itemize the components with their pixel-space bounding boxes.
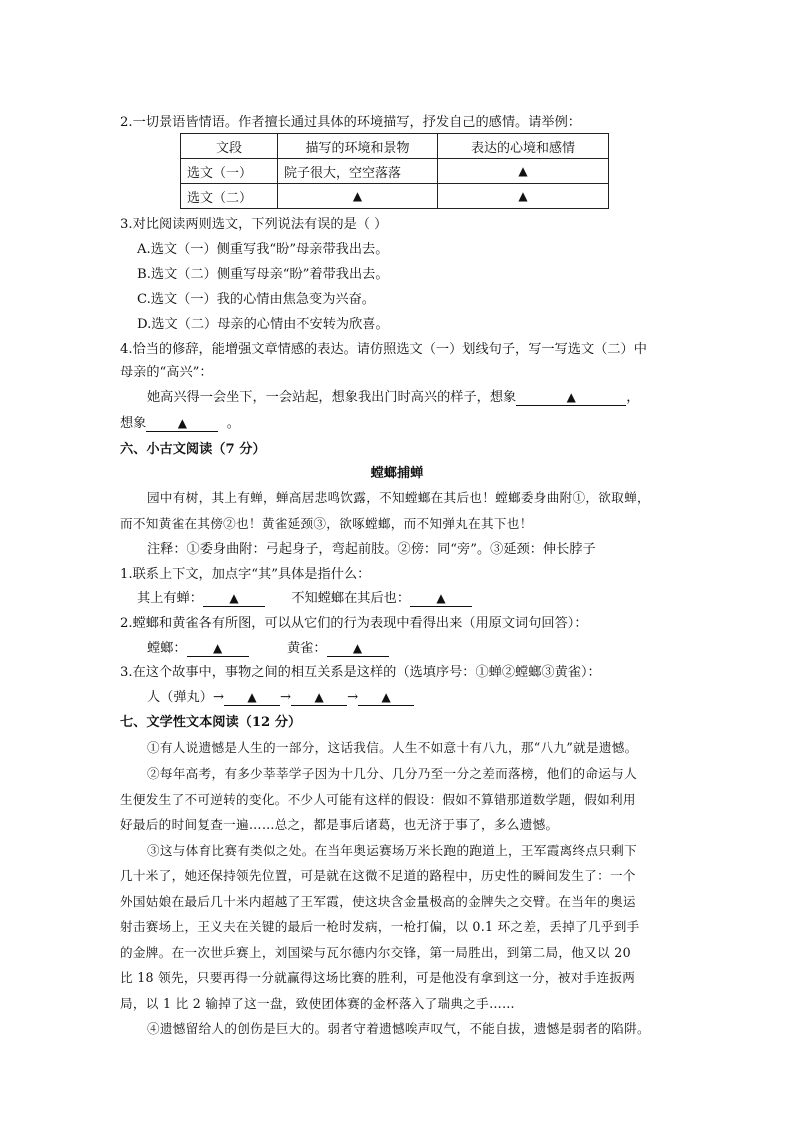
section6-heading: 六、小古文阅读（7 分）	[120, 442, 266, 457]
answer-blank[interactable]: ▲	[327, 641, 389, 657]
answer-blank[interactable]: ▲	[358, 690, 414, 706]
paragraph-line: 生便发生了不可逆转的变化。不少人可能有这样的假设：假如不算错那道数学题，假如利用	[120, 792, 636, 807]
answer-blank[interactable]: ▲	[438, 159, 609, 184]
paragraph-line: 外国姑娘在最后几十米内超越了王军霞，使这块含金量极高的金牌失之交臂。在当年的奥运	[120, 894, 636, 909]
option-b[interactable]: B.选文（二）侧重写母亲“盼”着带我出去。	[137, 267, 389, 282]
q4-comma: ，	[626, 390, 640, 405]
answer-blank[interactable]: ▲	[278, 184, 438, 209]
option-d[interactable]: D.选文（二）母亲的心情由不安转为欣喜。	[137, 317, 389, 332]
s6-q2-answers	[147, 639, 389, 659]
paragraph-line: 射击赛场上，王义夫在关键的最后一枪时发病，一枪打偏，以 0.1 环之差，丢掉了几乎到手	[120, 919, 640, 934]
s6-q2-prompt: 2.螳螂和黄雀各有所图，可以从它们的行为表现中看得出来（用原文词句回答）：	[120, 616, 588, 631]
q2-table	[180, 133, 609, 209]
table-header: 描写的环境和景物	[278, 134, 438, 159]
q2-prompt: 2.一切景语皆情语。作者擅长通过具体的环境描写，抒发自己的感情。请举例：	[120, 115, 581, 130]
answer-blank[interactable]: ▲	[187, 641, 249, 657]
q4-period: 。	[226, 416, 240, 431]
answer-blank[interactable]: ▲	[224, 690, 280, 706]
q4-sentence: 她高兴得一会坐下，一会站起，想象我出门时高兴的样子，想象	[147, 390, 517, 405]
notes: 注释：①委身曲附：弓起身子，弯起前肢。②傍：同“旁”。③延颈：伸长脖子	[147, 542, 596, 557]
table-cell: 选文（二）	[181, 184, 278, 209]
s6-q1-a-label: 其上有蝉：	[137, 591, 203, 606]
q4-sentence-2: 想象	[120, 416, 147, 431]
answer-blank[interactable]: ▲	[203, 591, 265, 607]
q4-sentence-line	[147, 388, 639, 408]
answer-blank[interactable]: ▲	[516, 390, 626, 406]
s6-q2-a-label: 螳螂：	[147, 641, 187, 656]
s6-q1-b-label: 不知螳螂在其后也：	[291, 591, 411, 606]
answer-blank[interactable]: ▲	[438, 184, 609, 209]
s6-q3-start: 人（弹丸）	[147, 690, 213, 705]
q4-prompt-line1: 4.恰当的修辞，能增强文章情感的表达。请仿照选文（一）划线句子，写一写选文（二）中	[120, 342, 647, 357]
arrow-icon: →	[212, 690, 224, 705]
section6-title: 螳螂捕蝉	[370, 466, 424, 481]
arrow-icon: →	[347, 690, 359, 705]
q4-sentence-line2	[120, 414, 240, 434]
option-a[interactable]: A.选文（一）侧重写我“盼”母亲带我出去。	[137, 242, 389, 257]
section7-heading: 七、文学性文本阅读（12 分）	[120, 715, 302, 730]
passage-line: 园中有树，其上有蝉，蝉高居悲鸣饮露，不知螳螂在其后也！螳螂委身曲附①，欲取蝉，	[147, 490, 650, 505]
paragraph-line: ①有人说遗憾是人生的一部分，这话我信。人生不如意十有八九，那“八九”就是遗憾。	[147, 740, 638, 755]
answer-blank[interactable]: ▲	[146, 416, 218, 432]
paragraph-line: 的金牌。在一次世乒赛上，刘国梁与瓦尔德内尔交锋，第一局胜出，到第二局，他又以 20	[120, 945, 631, 960]
paragraph-line: ②每年高考，有多少莘莘学子因为十几分、几分乃至一分之差而落榜，他们的命运与人	[147, 766, 637, 781]
paragraph-line: 局，以 1 比 2 输掉了这一盘，致使团体赛的金杯落入了瑞典之手……	[120, 996, 515, 1011]
table-header-row	[181, 134, 609, 159]
s6-q1-prompt: 1.联系上下文，加点字“其”具体是指什么：	[120, 567, 371, 582]
option-c[interactable]: C.选文（一）我的心情由焦急变为兴奋。	[137, 292, 375, 307]
paragraph-line: 比 18 领先，只要再得一分就赢得这场比赛的胜利，可是他没有拿到这一分，被对手连扳两	[120, 970, 636, 985]
s6-q1-answers	[137, 589, 472, 609]
q3-prompt: 3.对比阅读两则选文，下列说法有误的是（ ）	[120, 217, 388, 232]
paragraph-line: ③这与体育比赛有类似之处。在当年奥运赛场万米长跑的跑道上，王军霞离终点只剩下	[147, 843, 637, 858]
s6-q3-chain	[147, 688, 414, 708]
table-cell: 选文（一）	[181, 159, 278, 184]
table-cell: 院子很大，空空落落	[278, 159, 438, 184]
paragraph-line: 好最后的时间复查一遍……总之，都是事后诸葛，也无济于事了，多么遗憾。	[120, 817, 559, 832]
arrow-icon: →	[280, 690, 292, 705]
answer-blank[interactable]: ▲	[410, 591, 472, 607]
s6-q3-prompt: 3.在这个故事中，事物之间的相互关系是这样的（选填序号：①蝉②螳螂③黄雀）：	[120, 665, 601, 680]
table-header: 文段	[181, 134, 278, 159]
paragraph-line: 几十米了，她还保持领先位置，可是就在这微不足道的路程中，历史性的瞬间发生了：一个	[120, 868, 636, 883]
table-row	[181, 184, 609, 209]
s6-q2-b-label: 黄雀：	[286, 641, 327, 656]
answer-blank[interactable]: ▲	[291, 690, 347, 706]
table-header: 表达的心境和感情	[438, 134, 609, 159]
paragraph-line: ④遗憾留给人的创伤是巨大的。弱者守着遗憾唉声叹气，不能自拔，遗憾是弱者的陷阱。	[147, 1021, 650, 1036]
table-row	[181, 159, 609, 184]
q4-prompt-line2: 母亲的“高兴”：	[120, 365, 213, 380]
passage-line: 而不知黄雀在其傍②也！黄雀延颈③，欲啄螳螂，而不知弹丸在其下也！	[120, 516, 533, 531]
